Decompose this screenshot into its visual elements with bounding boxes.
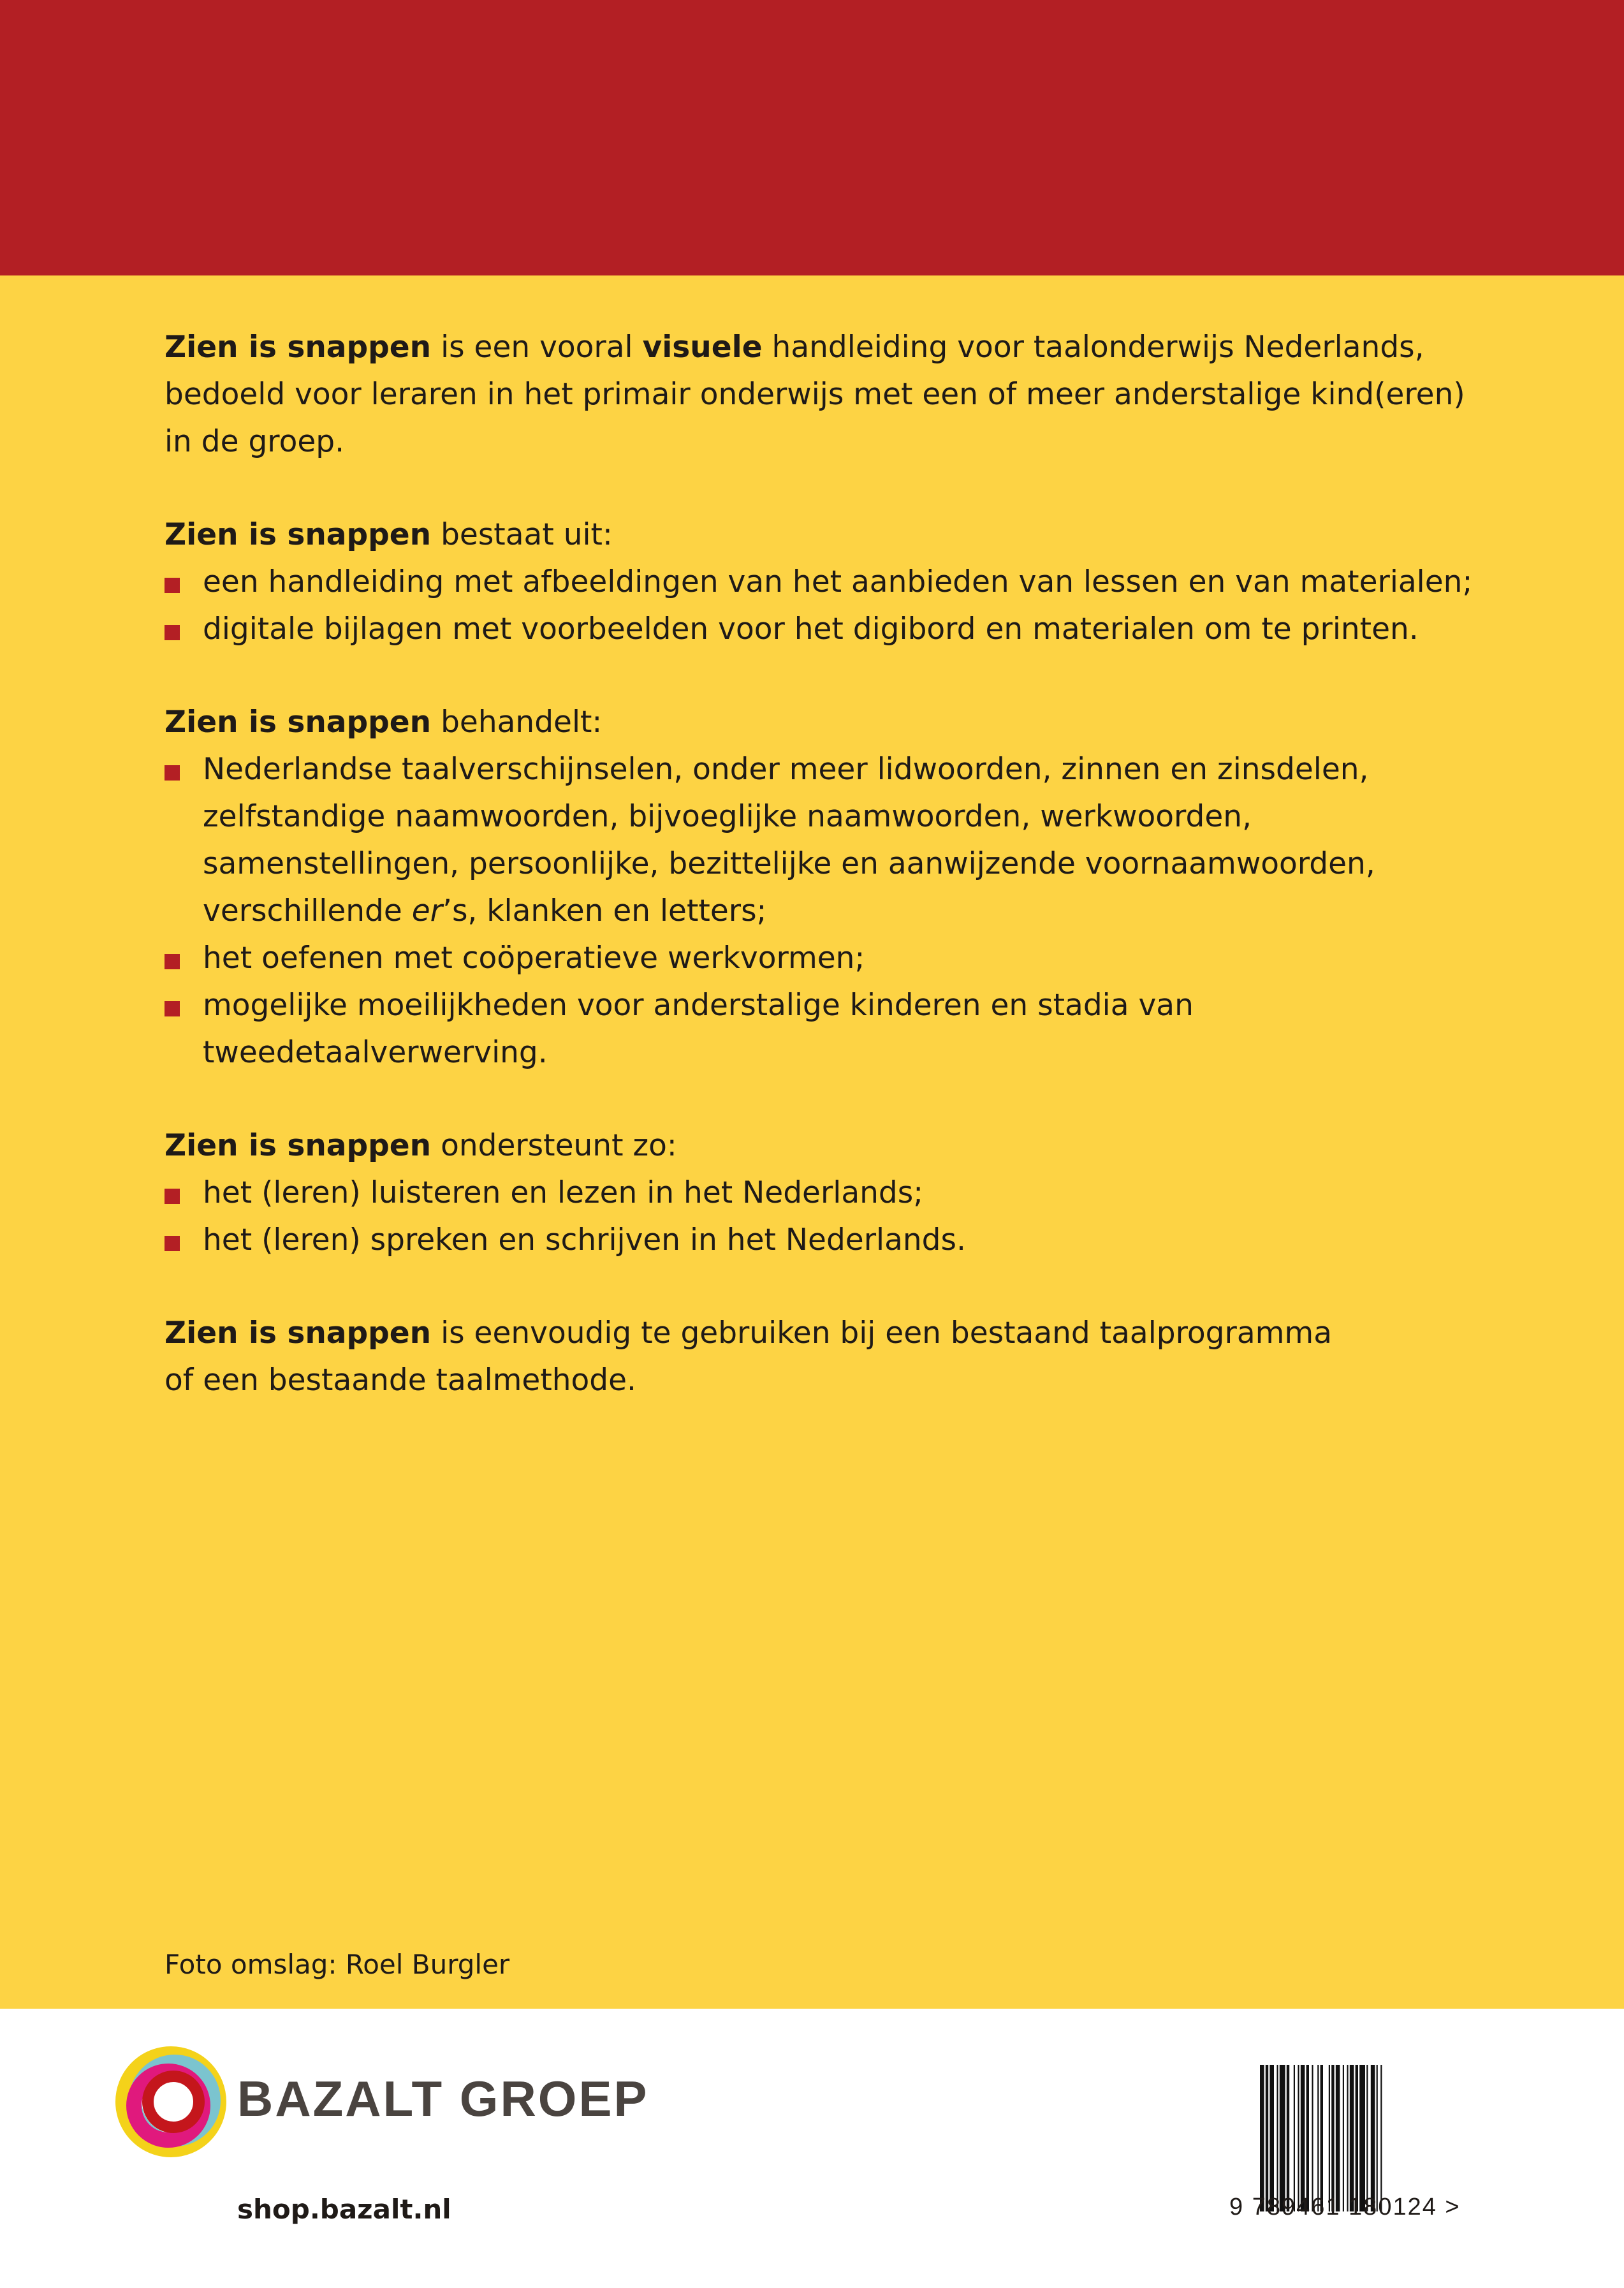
section-heading: Zien is snappen ondersteunt zo:: [165, 1128, 677, 1163]
photo-credit: Foto omslag: Roel Burgler: [165, 1949, 510, 1980]
isbn-number: 9 789461 180124 >: [1229, 2194, 1461, 2220]
intro-paragraph: Zien is snappen is een vooral visuele handleiding voor taalonderwijs Nederlands, bedoeld voor leraren in het primair onderwijs met een of meer anderstalige kind(eren) in de groep.: [165, 330, 1465, 459]
list-item: het (leren) luisteren en lezen in het Nederlands;: [165, 1170, 1491, 1217]
consists-section: [165, 511, 1491, 653]
list-item: een handleiding met afbeeldingen van het aanbieden van lessen en van materialen;: [165, 559, 1491, 606]
list-item: digitale bijlagen met voorbeelden voor het digibord en materialen om te printen.: [165, 606, 1491, 653]
list-item: het (leren) spreken en schrijven in het Nederlands.: [165, 1217, 1491, 1264]
shop-link[interactable]: shop.bazalt.nl: [237, 2194, 451, 2225]
publisher-name: BAZALT GROEP: [237, 2071, 649, 2127]
brand-name: Zien is snappen: [165, 330, 432, 365]
treats-section: [165, 699, 1491, 1076]
section-heading: Zien is snappen behandelt:: [165, 705, 603, 740]
bullet-list: [165, 1170, 1491, 1264]
top-color-band: [0, 0, 1624, 275]
back-cover-text: [165, 324, 1491, 1450]
bullet-list: [165, 559, 1491, 653]
usage-paragraph: Zien is snappen is eenvoudig te gebruiken bij een bestaand taalprogramma of een bestaande taalmethode.: [165, 1316, 1332, 1398]
emphasis: visuele: [642, 330, 763, 365]
supports-section: [165, 1122, 1491, 1264]
section-heading: Zien is snappen bestaat uit:: [165, 517, 613, 552]
list-item: het oefenen met coöperatieve werkvormen;: [165, 935, 1491, 982]
bazalt-ring-logo-icon: [113, 2044, 228, 2159]
list-item: Nederlandse taalverschijnselen, onder meer lidwoorden, zinnen en zinsdelen, zelfstandige naamwoorden, bijvoeglijke naamwoorden, werkwoorden, samenstellingen, persoonlijke, bezittelijke en aanwijzende voornaamwoorden, verschillende er’s, klanken en letters;: [165, 746, 1491, 935]
list-item: mogelijke moeilijkheden voor anderstalige kinderen en stadia van tweedetaalverwerving.: [165, 982, 1491, 1076]
bullet-list: [165, 746, 1491, 1076]
